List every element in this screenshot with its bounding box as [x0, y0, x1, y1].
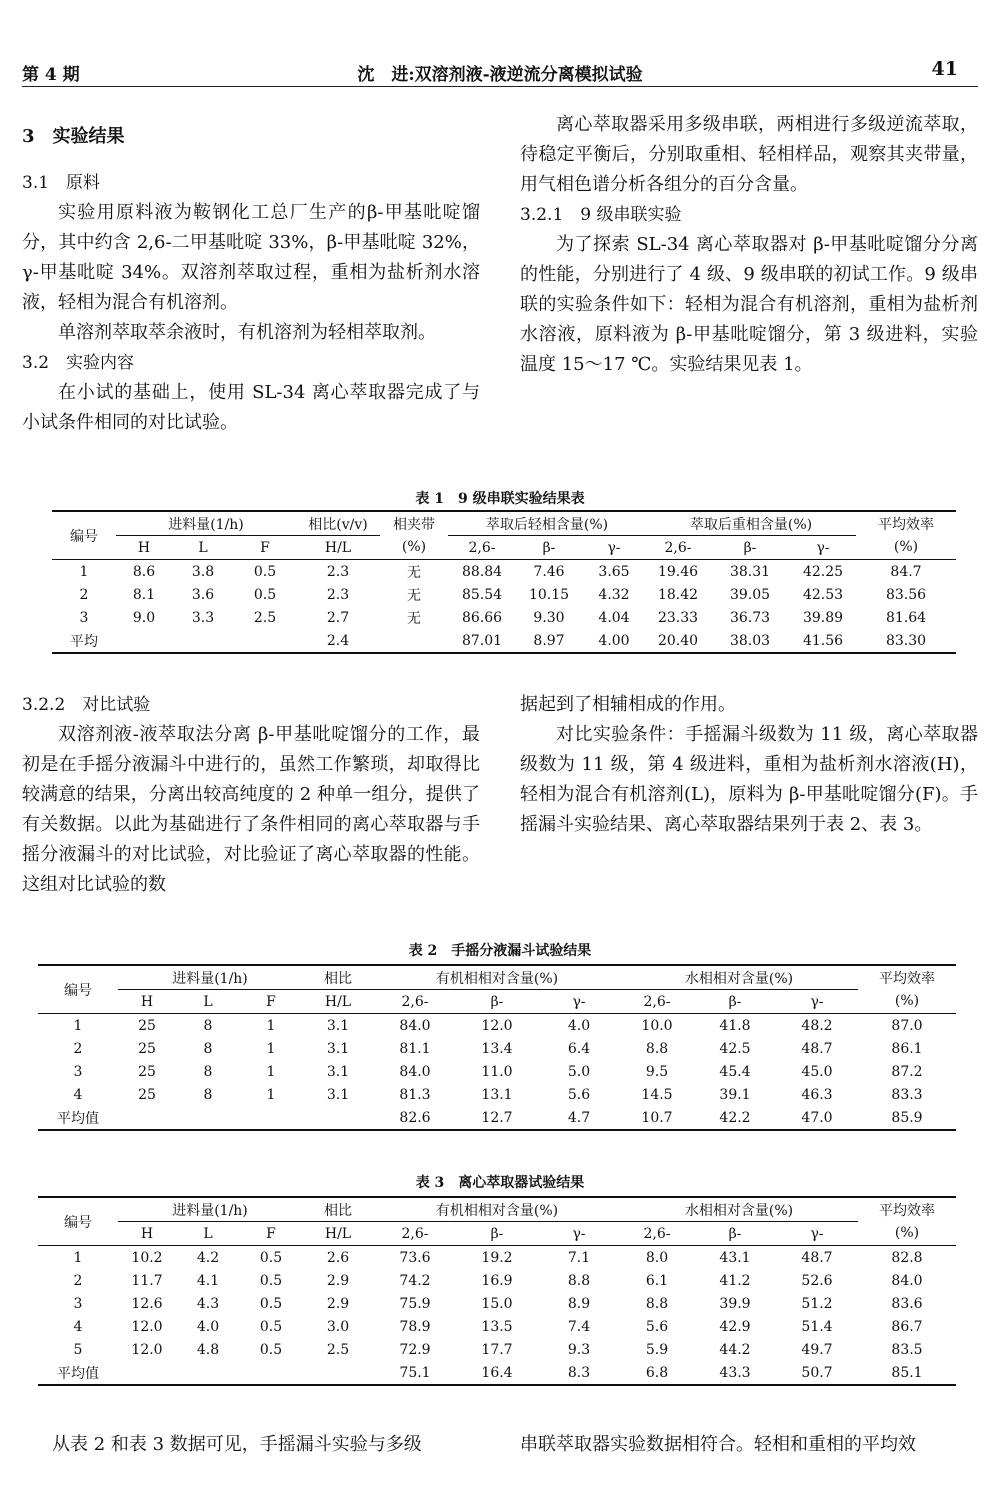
paragraph: 据起到了相辅相成的作用。 [520, 694, 736, 715]
table-cell [240, 1106, 302, 1130]
table-cell: 83.5 [891, 1341, 923, 1358]
table-cell: 4.8 [196, 1341, 220, 1358]
table-cell [302, 1361, 374, 1385]
table-cell: 7.4 [567, 1318, 591, 1335]
table-cell: 85.9 [858, 1106, 956, 1130]
table-cell: 3 [73, 1063, 83, 1080]
table-cell: 84.0 [399, 1017, 431, 1034]
table-cell: 9.30 [533, 609, 565, 626]
table-cell: 84.0 [399, 1063, 431, 1080]
sub-header: γ- [776, 990, 858, 1014]
table-cell: 25 [138, 1017, 156, 1034]
subsection-heading-9stage: 3.2.1 9 级串联实验 [520, 205, 682, 225]
table-cell: 3 [73, 1295, 83, 1312]
table-cell: 平均值 [38, 1361, 118, 1385]
paragraph: 为了探索 SL-34 离心萃取器对 β-甲基吡啶馏分分离的性能，分别进行了 4 级、9 级串联的初试工作。9 级串联的实验条件如下：轻相为混合有机溶剂，重相为盐析剂水溶液，原料液为 β-甲基吡啶馏分，第 3 级进料，实验温度 15～17 ℃。实验结果见表 1。 [520, 234, 978, 375]
table-row [38, 1338, 956, 1361]
table-cell: 74.2 [399, 1272, 431, 1289]
table-cell: 1 [73, 1017, 83, 1034]
table-cell: 1 [266, 1017, 276, 1034]
table-cell: 48.2 [801, 1017, 833, 1034]
bottom-text-right: 串联萃取器实验数据相符合。轻相和重相的平均效 [520, 1434, 916, 1455]
col-header-no: 编号 [38, 1197, 118, 1246]
table-cell: 8.8 [645, 1040, 669, 1057]
table-cell: 1 [266, 1086, 276, 1103]
table-cell: 8 [203, 1086, 213, 1103]
table-cell: 12.0 [481, 1017, 513, 1034]
table-cell: 3.1 [326, 1063, 350, 1080]
table-row [38, 1315, 956, 1338]
paragraph: 双溶剂液-液萃取法分离 β-甲基吡啶馏分的工作，最初是在手摇分液漏斗中进行的，虽然工作繁琐，却取得比较满意的结果，分离出较高纯度的 2 种单一组分，提供了有关数据。以此为基础进行了条件相同的离心萃取器与手摇分液漏斗的对比试验，对比验证了离心萃取器的性能。这组对比试验的数 [22, 724, 480, 895]
table-cell: 15.0 [481, 1295, 513, 1312]
sub-header: (%) [856, 536, 956, 560]
table-cell: 3.8 [191, 563, 215, 580]
table-cell: 2.3 [326, 586, 350, 603]
section-heading-results: 3 实验结果 [22, 126, 125, 147]
table-cell: 1 [73, 1249, 83, 1266]
table-cell: 0.5 [253, 563, 277, 580]
table-cell: 11.7 [131, 1272, 163, 1289]
table-cell: 4.2 [196, 1249, 220, 1266]
sub-header: γ- [776, 1222, 858, 1246]
paragraph: 离心萃取器采用多级串联，两相进行多级逆流萃取，待稳定平衡后，分别取重相、轻相样品，观察其夹带量，用气相色谱分析各组分的百分含量。 [520, 114, 978, 195]
col-header-organic: 有机相相对含量(%) [374, 965, 620, 990]
sub-header: β- [516, 536, 582, 560]
sub-header: 2,6- [374, 990, 456, 1014]
table-cell: 8.1 [132, 586, 156, 603]
col-header-ratio: 相比 [302, 1197, 374, 1222]
table-cell: 4.00 [582, 629, 646, 653]
sub-header: (%) [858, 1222, 956, 1246]
table-cell: 16.4 [456, 1361, 538, 1385]
sub-header: H/L [296, 536, 380, 560]
table-cell: 18.42 [657, 586, 699, 603]
table-cell: 48.7 [801, 1040, 833, 1057]
table-cell: 82.8 [891, 1249, 923, 1266]
right-column-lower [520, 690, 978, 840]
table-cell: 73.6 [399, 1249, 431, 1266]
table-cell: 无 [407, 610, 421, 627]
table-cell: 78.9 [399, 1318, 431, 1335]
right-column-upper [520, 110, 978, 380]
table-cell: 49.7 [801, 1341, 833, 1358]
col-header-feed: 进料量(1/h) [116, 511, 296, 536]
col-header-feed: 进料量(1/h) [118, 1197, 302, 1222]
col-header-efficiency: 平均效率 [858, 965, 956, 990]
table-cell: 47.0 [776, 1106, 858, 1130]
table-cell: 0.5 [253, 586, 277, 603]
table-cell: 8.9 [567, 1295, 591, 1312]
table-cell: 42.2 [694, 1106, 776, 1130]
table-cell: 10.2 [131, 1249, 163, 1266]
table-cell [380, 629, 448, 653]
table-cell: 3.1 [326, 1040, 350, 1057]
table-cell: 3.65 [598, 563, 630, 580]
table-cell: 16.9 [481, 1272, 513, 1289]
sub-header: γ- [538, 1222, 620, 1246]
table-cell: 5 [73, 1341, 83, 1358]
table-cell: 2.7 [326, 609, 350, 626]
table-row [52, 629, 956, 653]
paragraph: 实验用原料液为鞍钢化工总厂生产的β-甲基吡啶馏分，其中约含 2,6-二甲基吡啶 33%，β-甲基吡啶 32%，γ-甲基吡啶 34%。双溶剂萃取过程，重相为盐析剂水溶液，轻相为混合有机溶剂。 [22, 202, 480, 313]
subsection-heading-content: 3.2 实验内容 [22, 353, 135, 373]
table-cell: 72.9 [399, 1341, 431, 1358]
table-cell: 0.5 [259, 1295, 283, 1312]
table-cell: 8 [203, 1040, 213, 1057]
table-cell: 2.9 [326, 1272, 350, 1289]
table-cell: 38.31 [729, 563, 771, 580]
table-cell: 87.2 [891, 1063, 923, 1080]
table-cell: 87.01 [448, 629, 516, 653]
table-cell: 8.6 [132, 563, 156, 580]
table-cell: 85.1 [858, 1361, 956, 1385]
table-cell: 75.1 [374, 1361, 456, 1385]
paragraph: 在小试的基础上，使用 SL-34 离心萃取器完成了与小试条件相同的对比试验。 [22, 382, 480, 433]
table-row [52, 583, 956, 606]
table-cell: 83.30 [856, 629, 956, 653]
table-cell: 4.1 [196, 1272, 220, 1289]
table1-caption: 表 1 9 级串联实验结果表 [415, 491, 585, 507]
table-cell: 51.2 [801, 1295, 833, 1312]
running-header [22, 58, 978, 87]
table-cell: 39.9 [719, 1295, 751, 1312]
col-header-light: 萃取后轻相含量(%) [448, 511, 646, 536]
table-cell: 4 [73, 1086, 83, 1103]
sub-header: β- [694, 1222, 776, 1246]
table-cell: 9.0 [132, 609, 156, 626]
sub-header: (%) [858, 990, 956, 1014]
table-cell: 3.0 [326, 1318, 350, 1335]
table-cell: 86.1 [891, 1040, 923, 1057]
table-cell: 6.8 [620, 1361, 694, 1385]
table-cell [176, 1106, 240, 1130]
table-cell: 84.0 [891, 1272, 923, 1289]
table-cell: 11.0 [481, 1063, 513, 1080]
table-row [38, 1269, 956, 1292]
table-cell [240, 1361, 302, 1385]
table-cell: 81.1 [399, 1040, 431, 1057]
table-cell: 45.4 [719, 1063, 751, 1080]
sub-header: β- [694, 990, 776, 1014]
table-cell: 1 [266, 1040, 276, 1057]
table-cell: 42.5 [719, 1040, 751, 1057]
table-cell: 0.5 [259, 1272, 283, 1289]
table-cell: 0.5 [259, 1318, 283, 1335]
table-cell: 51.4 [801, 1318, 833, 1335]
subsection-heading-raw: 3.1 原料 [22, 173, 101, 193]
table-cell [172, 629, 234, 653]
table-cell [176, 1361, 240, 1385]
table-cell: 8.3 [538, 1361, 620, 1385]
table-cell: 39.05 [729, 586, 771, 603]
table-cell: 5.0 [567, 1063, 591, 1080]
sub-header: β- [710, 536, 790, 560]
table-cell: 10.15 [528, 586, 570, 603]
table-cell: 5.6 [645, 1318, 669, 1335]
table-cell: 48.7 [801, 1249, 833, 1266]
left-column-lower [22, 690, 480, 900]
table-cell: 43.3 [694, 1361, 776, 1385]
col-header-ratio: 相比 [302, 965, 374, 990]
issue-number: 第 4 期 [22, 65, 80, 85]
table-cell: 25 [138, 1063, 156, 1080]
paragraph: 单溶剂萃取萃余液时，有机溶剂为轻相萃取剂。 [58, 322, 436, 343]
table-cell: 7.1 [567, 1249, 591, 1266]
table-cell: 41.2 [719, 1272, 751, 1289]
table-cell: 9.3 [567, 1341, 591, 1358]
table-cell: 82.6 [374, 1106, 456, 1130]
table-cell: 12.0 [131, 1341, 163, 1358]
table-cell: 0.5 [259, 1341, 283, 1358]
table-cell: 8.8 [645, 1295, 669, 1312]
col-header-entrainment: 相夹带 [380, 511, 448, 536]
table-cell: 2.4 [296, 629, 380, 653]
table-cell: 平均 [52, 629, 116, 653]
table-row [38, 1292, 956, 1315]
table-cell: 14.5 [641, 1086, 673, 1103]
table-cell: 10.7 [620, 1106, 694, 1130]
table-cell: 86.7 [891, 1318, 923, 1335]
table-cell: 10.0 [641, 1017, 673, 1034]
table-cell: 2.3 [326, 563, 350, 580]
table-row [38, 1060, 956, 1083]
table-cell: 无 [407, 564, 421, 581]
table-cell: 42.9 [719, 1318, 751, 1335]
table-cell: 41.56 [790, 629, 856, 653]
table-cell [118, 1361, 176, 1385]
table-cell: 75.9 [399, 1295, 431, 1312]
table-cell: 13.1 [481, 1086, 513, 1103]
table-cell: 23.33 [657, 609, 699, 626]
table-cell: 1 [79, 563, 89, 580]
sub-header: H [116, 536, 172, 560]
col-header-heavy: 萃取后重相含量(%) [646, 511, 856, 536]
table-row [38, 1037, 956, 1060]
table-cell: 4.32 [598, 586, 630, 603]
table-cell: 8 [203, 1017, 213, 1034]
col-header-organic: 有机相相对含量(%) [374, 1197, 620, 1222]
table-cell: 44.2 [719, 1341, 751, 1358]
table3 [38, 1196, 956, 1386]
table2 [38, 964, 956, 1131]
table-cell: 19.46 [657, 563, 699, 580]
table-row [52, 560, 956, 584]
table-cell [116, 629, 172, 653]
table-cell: 2 [79, 586, 89, 603]
table-cell: 43.1 [719, 1249, 751, 1266]
table-cell: 3.1 [326, 1086, 350, 1103]
col-header-aqueous: 水相相对含量(%) [620, 965, 858, 990]
table-cell: 2 [73, 1040, 83, 1057]
subsection-heading-compare: 3.2.2 对比试验 [22, 695, 151, 715]
table-row [38, 1106, 956, 1130]
table-cell: 3.6 [191, 586, 215, 603]
table-cell: 6.4 [567, 1040, 591, 1057]
bottom-text-left: 从表 2 和表 3 数据可见，手摇漏斗实验与多级 [52, 1434, 422, 1455]
sub-header: L [176, 990, 240, 1014]
table-cell: 9.5 [645, 1063, 669, 1080]
table2-body [38, 1014, 956, 1131]
table-cell: 12.0 [131, 1318, 163, 1335]
article-title: 沈 进:双溶剂液-液逆流分离模拟试验 [357, 65, 643, 85]
col-header-no: 编号 [52, 511, 116, 560]
sub-header: H [118, 990, 176, 1014]
table-cell: 0.5 [259, 1249, 283, 1266]
sub-header: 2,6- [646, 536, 710, 560]
table-cell: 2 [73, 1272, 83, 1289]
table2-caption: 表 2 手摇分液漏斗试验结果 [408, 943, 592, 959]
table-cell: 2.5 [253, 609, 277, 626]
table-cell: 39.1 [719, 1086, 751, 1103]
table-cell: 6.1 [645, 1272, 669, 1289]
col-header-no: 编号 [38, 965, 118, 1014]
table-cell: 4.04 [598, 609, 630, 626]
table1 [52, 510, 956, 654]
table-cell: 41.8 [719, 1017, 751, 1034]
sub-header: γ- [790, 536, 856, 560]
table-cell: 2.9 [326, 1295, 350, 1312]
sub-header: γ- [538, 990, 620, 1014]
table-cell: 2.5 [326, 1341, 350, 1358]
sub-header: F [240, 1222, 302, 1246]
table-cell: 38.03 [710, 629, 790, 653]
table-cell: 83.56 [885, 586, 927, 603]
sub-header: β- [456, 990, 538, 1014]
table-cell: 13.4 [481, 1040, 513, 1057]
sub-header: 2,6- [448, 536, 516, 560]
table-cell: 12.7 [456, 1106, 538, 1130]
col-header-efficiency: 平均效率 [858, 1197, 956, 1222]
sub-header: F [234, 536, 296, 560]
table3-caption: 表 3 离心萃取器试验结果 [415, 1175, 585, 1191]
table-cell: 25 [138, 1040, 156, 1057]
table-cell: 5.9 [645, 1341, 669, 1358]
page-number: 41 [931, 58, 958, 80]
table-cell: 7.46 [533, 563, 565, 580]
table-cell: 86.66 [461, 609, 503, 626]
table1-body [52, 560, 956, 654]
table-cell: 8 [203, 1063, 213, 1080]
table-cell: 4.0 [567, 1017, 591, 1034]
table-row [38, 1361, 956, 1385]
table-cell: 3.1 [326, 1017, 350, 1034]
table-cell [234, 629, 296, 653]
table-cell: 25 [138, 1086, 156, 1103]
table-cell: 39.89 [802, 609, 844, 626]
sub-header: L [176, 1222, 240, 1246]
sub-header: 2,6- [620, 1222, 694, 1246]
table-cell: 83.6 [891, 1295, 923, 1312]
table-cell: 8.8 [567, 1272, 591, 1289]
col-header-efficiency: 平均效率 [856, 511, 956, 536]
table-cell: 1 [266, 1063, 276, 1080]
table-cell: 4.3 [196, 1295, 220, 1312]
table-cell: 81.64 [885, 609, 927, 626]
table-cell: 4.0 [196, 1318, 220, 1335]
sub-header: γ- [582, 536, 646, 560]
table-cell: 8.0 [645, 1249, 669, 1266]
table-cell: 2.6 [326, 1249, 350, 1266]
left-column-upper [22, 122, 480, 438]
table-cell: 46.3 [801, 1086, 833, 1103]
table-cell: 17.7 [481, 1341, 513, 1358]
col-header-feed: 进料量(1/h) [118, 965, 302, 990]
table-cell: 无 [407, 587, 421, 604]
table-row [38, 1014, 956, 1038]
sub-header: β- [456, 1222, 538, 1246]
table-cell: 81.3 [399, 1086, 431, 1103]
table-cell: 50.7 [776, 1361, 858, 1385]
table-row [38, 1246, 956, 1270]
table-cell: 3 [79, 609, 89, 626]
sub-header: H [118, 1222, 176, 1246]
sub-header: F [240, 990, 302, 1014]
table-cell: 12.6 [131, 1295, 163, 1312]
table-cell: 20.40 [646, 629, 710, 653]
table-cell: 8.97 [516, 629, 582, 653]
table-cell: 13.5 [481, 1318, 513, 1335]
sub-header: L [172, 536, 234, 560]
sub-header: 2,6- [374, 1222, 456, 1246]
table-cell: 87.0 [891, 1017, 923, 1034]
table-cell: 83.3 [891, 1086, 923, 1103]
col-header-ratio: 相比(v/v) [296, 511, 380, 536]
table-cell: 3.3 [191, 609, 215, 626]
table-cell: 42.53 [802, 586, 844, 603]
col-header-aqueous: 水相相对含量(%) [620, 1197, 858, 1222]
table-cell [118, 1106, 176, 1130]
sub-header: (%) [380, 536, 448, 560]
table-cell: 4.7 [538, 1106, 620, 1130]
sub-header: H/L [302, 1222, 374, 1246]
table-cell: 5.6 [567, 1086, 591, 1103]
table3-body [38, 1246, 956, 1386]
table-cell: 42.25 [802, 563, 844, 580]
table-cell: 19.2 [481, 1249, 513, 1266]
table-row [52, 606, 956, 629]
table-cell: 85.54 [461, 586, 503, 603]
sub-header: 2,6- [620, 990, 694, 1014]
table-cell: 88.84 [461, 563, 503, 580]
table-cell: 45.0 [801, 1063, 833, 1080]
table-cell: 4 [73, 1318, 83, 1335]
table-cell: 36.73 [729, 609, 771, 626]
table-cell: 平均值 [38, 1106, 118, 1130]
paragraph: 对比实验条件：手摇漏斗级数为 11 级，离心萃取器级数为 11 级，第 4 级进料，重相为盐析剂水溶液(H)，轻相为混合有机溶剂(L)，原料为 β-甲基吡啶馏分(F)。手摇漏斗实验结果、离心萃取器结果列于表 2、表 3。 [520, 724, 978, 835]
table-cell: 84.7 [890, 563, 922, 580]
table-row [38, 1083, 956, 1106]
table-cell: 52.6 [801, 1272, 833, 1289]
table-cell [302, 1106, 374, 1130]
sub-header: H/L [302, 990, 374, 1014]
